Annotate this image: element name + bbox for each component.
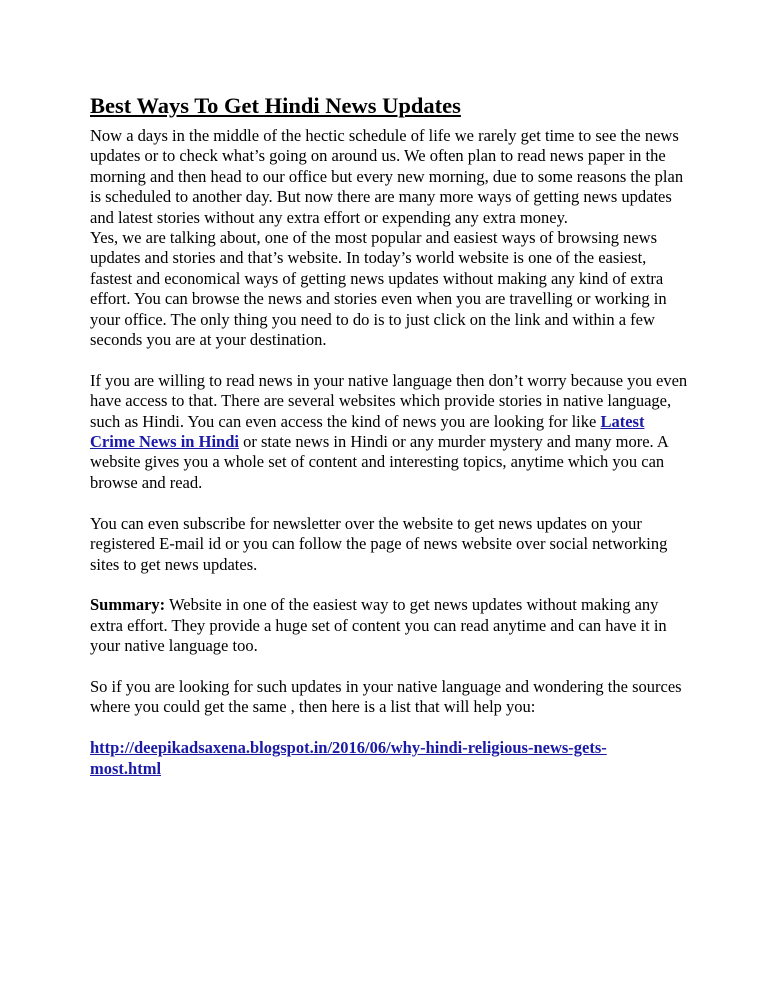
- source-url-link[interactable]: [90, 738, 690, 779]
- paragraph-native-language: [90, 371, 690, 493]
- summary-text: Website in one of the easiest way to get news updates without making any extra effort. They provide a huge set of content you can read anytime and can have it in your native language too.: [90, 595, 667, 656]
- document-page: [90, 92, 690, 779]
- paragraph-intro: Now a days in the middle of the hectic schedule of life we rarely get time to see the news updates or to check what’s going on around us. We often plan to read news paper in the morning and then head to our office but every new morning, due to some reasons the plan is scheduled to another day. But now there are many more ways of getting news updates and latest stories without any extra effort or expending any extra money.: [90, 126, 684, 227]
- source-url-line-2: most.html: [90, 758, 162, 778]
- paragraph-summary: [90, 595, 690, 656]
- summary-label: Summary:: [90, 595, 166, 615]
- document-title: Best Ways To Get Hindi News Updates: [90, 93, 461, 118]
- paragraph-native-language-text-end: or state news in Hindi or any murder mystery and many more. A website gives you a whole set of content and interesting topics, anytime which you can browse and read.: [90, 432, 668, 492]
- source-url-paragraph: [90, 738, 690, 779]
- source-url-line-1: http://deepikadsaxena.blogspot.in/2016/06/why-hindi-religious-news-gets-: [90, 738, 607, 758]
- paragraph-native-language-text: If you are willing to read news in your native language then don’t worry because you even have access to that. There are several websites which provide stories in native language, such as Hindi. You can even access the kind of news you are looking for like: [90, 370, 688, 431]
- paragraph-sources: So if you are looking for such updates in your native language and wondering the sources where you could get the same , then here is a list that will help you:: [90, 676, 682, 717]
- paragraph-website: Yes, we are talking about, one of the most popular and easiest ways of browsing news updates and stories and that’s website. In today’s world website is one of the easiest, fastest and economical ways of getting news updates without making any kind of extra effort. You can browse the news and stories even when you are travelling or working in your office. The only thing you need to do is to just click on the link and within a few seconds you are at your destination.: [90, 228, 667, 350]
- crime-news-link[interactable]: Latest Crime News in Hindi: [90, 411, 645, 452]
- paragraph-subscribe: You can even subscribe for newsletter over the website to get news updates on your registered E-mail id or you can follow the page of news website over social networking sites to get news updates.: [90, 513, 668, 574]
